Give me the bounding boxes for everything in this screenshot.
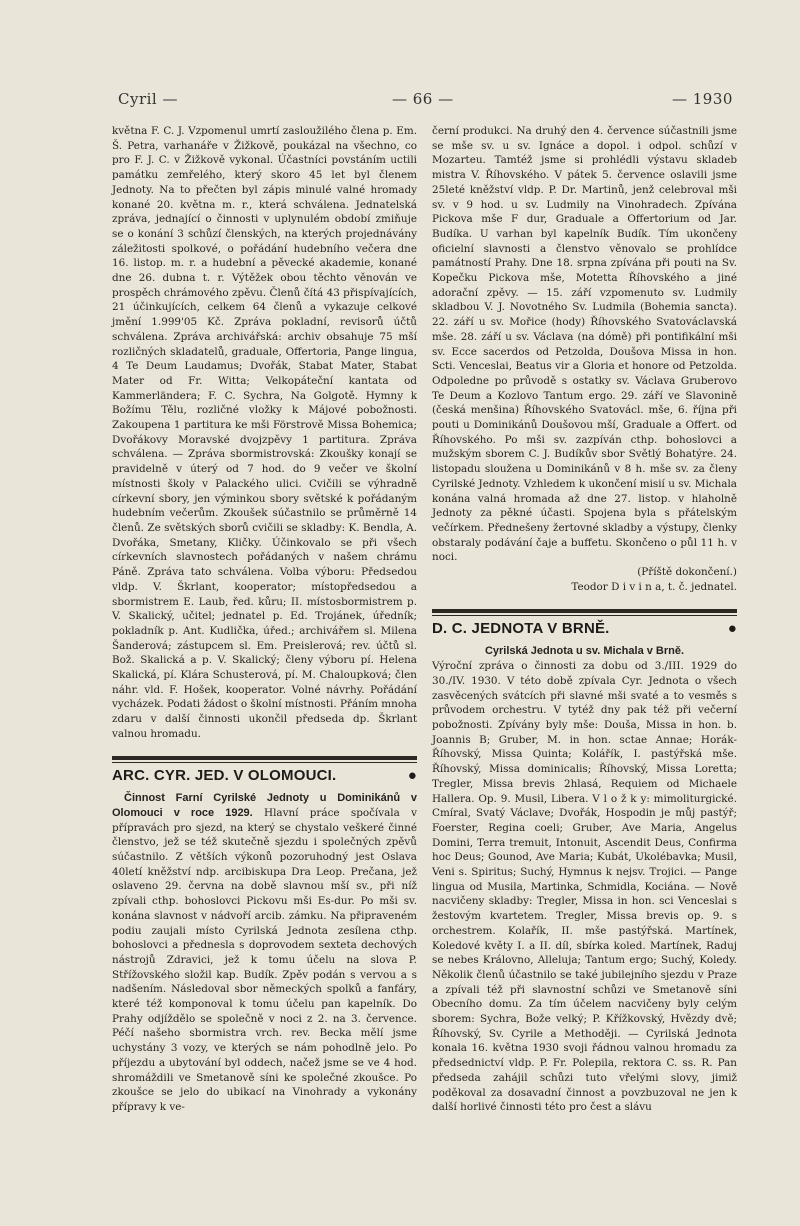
running-header-year: — 1930 (672, 90, 733, 108)
section-title: ARC. CYR. JED. V OLOMOUCI. (112, 766, 337, 784)
page-number: — 66 — (392, 90, 454, 108)
section-heading-olomouc (112, 766, 417, 784)
article-subtitle: Činnost Farní Cyrilské Jednoty u Dominikánů v Olomouci v roce 1929. (112, 792, 417, 819)
section-title: D. C. JEDNOTA V BRNĚ. (432, 619, 610, 637)
section-rule-thick (432, 609, 737, 613)
article-text: Hlavní práce spočívala v přípravách pro sjezd, na který se chystalo veškeré činné členstvo, jež se též skutečně sjezdu i společných zpěvů súčastnilo. Z větších výkonů pozoruhodný jest Oslava 40letí kněžství ndp. arcibiskupa Dra Leop. Prečana, jež oslaveno 29. června na době slavnou mší sv., při níž zpívali cthp. bohoslovci Pickovu mši Es-dur. Po mši sv. konána slavnost v nádvoří arcib. zámku. Na připraveném podiu zaujali místo Cyrilská Jednota zesílena cthp. bohoslovci a přednesla s doprovodem sexteta dechových nástrojů Zdravici, jež k tomu účelu na slova P. Střížovského složil kap. Budík. Zpěv podán s vervou a s nadšením. Následoval sbor německých spolků a fanfáry, které též komponoval k tomu účelu pan kapelník. Do Prahy odjíždělo se společně v noci z 2. na 3. července. Péčí našeho sbormistra vrch. rev. Becka mělí jsme uchystány 3 vozy, ve kterých se nám pohodlně jelo. Po příjezdu a ubytování byl oddech, načež jsme se ve 4 hod. shromáždili ve Smetanově síni ke společné zkoušce. Po zkoušce se jelo do ubikací na Vinohrady a vykonány přípravy k ve- (112, 806, 417, 1113)
continued-article-text: černí produkci. Na druhý den 4. července súčastnili jsme se mše sv. u sv. Ignáce a dopol. i odpol. schůzí v Mozarteu. Tamtéž jsme si prohlédli výstavu skladeb mistra V. Říhovského. V pátek 5. července oslavili jsme 25leté kněžství vldp. P. Dr. Martinů, jenž celebroval mši sv. v 9 hod. u sv. Ludmily na Vinohradech. Zpívána Pickova mše F dur, Graduale a Offertorium od Jar. Budíka. U varhan byl kapelník Budík. Tím ukončeny oficielní slavnosti a členstvo věnovalo se prohlídce památností Prahy. Dne 18. srpna zpívána při pouti na Sv. Kopečku Pickova mše, Motetta Říhovského a jiné adorační zpěvy. — 15. září vzpomenuto sv. Ludmily skladbou V. J. Novotného Sv. Ludmila (Bohemia sancta). 22. září u sv. Mořice (hody) Říhovského Svatováclavská mše. 28. září u sv. Václava (na dómě) při pontifikální mši sv. Ecce sacerdos od Petzolda, Doušova Missa in hon. Scti. Venceslai, Beatus vir a Gloria et honore od Petzolda. Odpoledne po průvodě s ostatky sv. Václava Gruberovo Te Deum a Kozlovo Tantum ergo. 29. září ve Slavonině (česká menšina) Říhovského Svatovácl. mše, 6. října při pouti u Dominikánů Doušovou mší, Graduale a Offert. od Říhovského. Po mši sv. zazpíván cthp. bohoslovci a mužským sborem C. J. Budíkův sbor Světlý Bohatýre. 24. listopadu sloužena u Dominikánů v 8 h. mše sv. za členy Cyrilské Jednoty. Vzhledem k ukončení misií u sv. Michala konána valná hromada až dne 27. listop. v hlaholně Jednoty za pěkné účasti. Spojena byla s přátelským večírkem. Přednešeny žertovné skladby a výstupy, členky obstaraly podávání čaje a buffetu. Skončeno o půl 11 h. v noci. (432, 125, 737, 564)
section-heading-brno (432, 619, 737, 637)
signature: Teodor D i v i n a, t. č. jednatel. (571, 580, 737, 593)
continued-note: (Příště dokončení.) (637, 566, 737, 579)
bullet-icon: ● (727, 619, 737, 637)
bullet-icon: ● (407, 766, 417, 784)
article-subtitle: Cyrilská Jednota u sv. Michala v Brně. (484, 645, 685, 658)
section-rule-thin (112, 762, 417, 763)
section-rule-thin (432, 615, 737, 616)
continued-report-text: května F. C. J. Vzpomenul umrtí zasloužilého člena p. Em. Š. Petra, varhanáře v Žižkově, poukázal na všechno, co pro F. J. C. v Žižkově vykonal. Účastníci povstáním uctili památku zemřelého, který skoro 45 let byl členem Jednoty. Na to přečten byl zápis minulé valné hromady konané 20. května m. r., která schválena. Jednatelská zpráva, jednající o činnosti v uplynulém období zmiňuje se o konání 3 schůzí členských, na kterých projednávány záležitosti spolkové, o pořádání hudebního večera dne 16. listop. m. r. a hudební a pěvecké akademie, konané dne 26. dubna t. r. Výtěžek obou těchto věnován ve prospěch chrámového zpěvu. Členů čítá 43 přispívajících, 21 účinkujících, celkem 64 členů a vykazuje celkové jmění 1.999'05 Kč. Zpráva pokladní, revisorů účtů schválena. Zpráva archivářská: archiv obsahuje 75 mší rozličných skladatelů, graduale, Offertoria, Pange lingua, 4 Te Deum Laudamus; Dvořák, Stabat Mater, Stabat Mater od Fr. Witta; Velkopáteční kantata od Kammerländera; F. C. Sychra, Na Golgotě. Hymny k Božímu Tělu, rozličné vložky k Májové pobožnosti. Zakoupena 1 partitura ke mši Förstrově Missa Bohemica; Dvořákovy Moravské dvojzpěvy 1 partitura. Zpráva schválena. — Zpráva sbormistrovská: Zkoušky konají se pravidelně v úterý od 7 hod. do 9 večer ve školní místnosti školy v Palackého ulici. Cvičili se výhradně církevní sbory, jen výminkou sbory světské k pořádaným hudebním večerům. Zkoušek súčastnilo se průměrně 14 členů. Ze světských sborů cvičili se skladby: K. Bendla, A. Dvořáka, Smetany, Kličky. Účinkovalo se při všech církevních slavnostech pořádaných v našem chrámu Páně. Zpráva tato schválena. Volba výboru: Předsedou vldp. V. Škrlant, kooperator; místopředsedou a sbormistrem E. Laub, řed. kůru; II. místosbormistrem p. V. Skalický, učitel; jednatel p. Ed. Trojánek, úředník; pokladník p. Ant. Kudlička, úřed.; archivářem sl. Milena Šanderová; zástupcem sl. Em. Preislerová; rev. účtů sl. Bož. Skalická a p. V. Skalický; členy výboru pí. Helena Skalická, pí. Klára Schusterová, pí. M. Chaloupková; člen náhr. vld. F. Hošek, kooperator. Volné návrhy. Pořádání vycházek. Podati žádost o školní místnosti. Přáním mnoha zdaru v další činnosti ukončil předseda dp. Škrlant valnou hromadu. (112, 125, 417, 740)
article-text: Výroční zpráva o činnosti za dobu od 3./III. 1929 do 30./IV. 1930. V této době zpívala Cyr. Jednota o všech zasvěcených svátcích při slavné mši svaté a to vesměs s průvodem orchestru. V tytéž dny pak též při večerní pobožnosti. Zpívány byly mše: Douša, Missa in hon. b. Joannis B; Gruber, M. in hon. sctae Annae; Horák-Říhovský, Missa Quinta; Kolářík, I. pastýřská mše. Říhovský, Missa dominicalis; Říhovský, Missa Loretta; Tregler, Missa brevis 2hlasá, Requiem od Michaele Hallera. Op. 9. Musil, Libera. V l o ž k y: mimoliturgické. Cmíral, Svatý Václave; Dvořák, Hospodin je můj pastýř; Foerster, Regina coeli; Gruber, Ave Maria, Angelus Domini, Terra tremuit, Intonuit, Ascendit Deus, Confirma hoc Deus; Gounod, Ave Maria; Kubát, Ukolébavka; Musil, Veni s. Spiritus; Suchý, Hymnus k nejsv. Trojici. — Pange lingua od Musila, Martinka, Schmidla, Kociána. — Nově nacvičeny skladby: Tregler, Missa in hon. sci Venceslai s žestovým kvartetem. Tregler, Missa brevis op. 9. s orchestrem. Kolařík, II. mše pastýřská. Martínek, Koledové květy I. a II. díl, sbírka koled. Martínek, Raduj se nebes Královno, Alleluja; Tantum ergo; Suchý, Koledy. Několik členů účastnilo se také jubilejního sjezdu v Praze a zpívali též při slavnostní schůzi ve Smetanově síni Obecního domu. Za tím účelem nacvičeny byly celým sborem: Sychra, Bože velký; P. Křížkovský, Hvězdy dvě; Říhovský, Sv. Cyrile a Methoději. — Cyrilská Jednota konala 16. května 1930 svoji řádnou valnou hromadu za předsednictví vldp. P. Fr. Polepila, rektora C. ss. R. Pan předseda zahájil schůzi tuto vřelými slovy, jimiž poděkoval za dosavadní činnost a povzbuzoval ne jen k další horlivé činnosti této pro čest a slávu (432, 660, 737, 1114)
left-column (112, 124, 417, 1115)
running-header-title: Cyril — (118, 90, 178, 108)
section-rule-thick (112, 756, 417, 760)
right-column (432, 124, 737, 1115)
